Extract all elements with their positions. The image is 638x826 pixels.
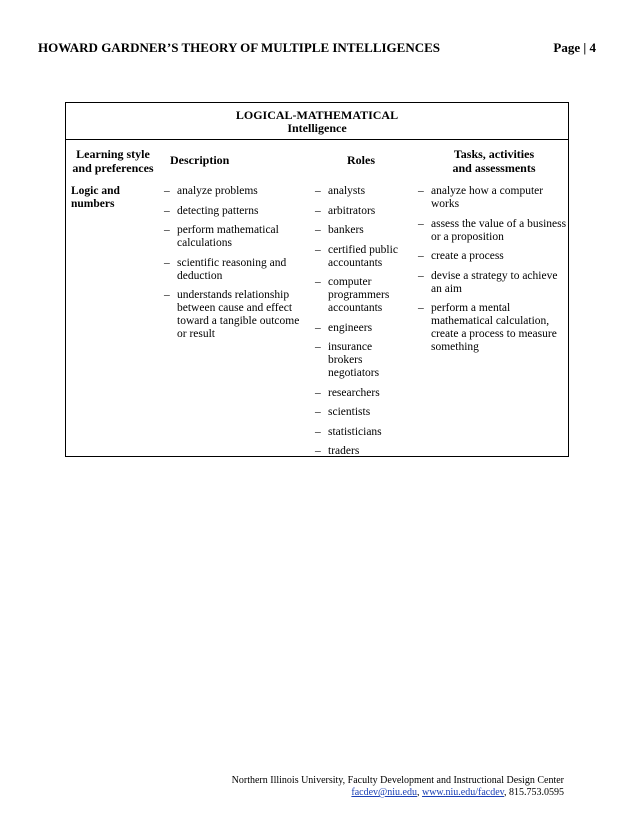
row-label-line1: Logic and	[71, 185, 120, 197]
column-header-learning-line1: Learning style	[76, 147, 150, 161]
footer-institution: Northern Illinois University, Faculty Development and Instructional Design Center	[231, 775, 564, 786]
row-label	[71, 185, 146, 211]
task-item: – create a process	[418, 250, 568, 263]
roles-list	[315, 185, 407, 458]
task-item: – assess the value of a business or a proposition	[418, 218, 568, 244]
table-heading	[66, 109, 568, 135]
description-item: – analyze problems	[164, 185, 306, 198]
description-cell	[164, 185, 306, 348]
column-header-description: Description	[170, 153, 230, 167]
role-item: – engineers	[315, 322, 407, 335]
column-header-tasks	[444, 147, 544, 175]
page-footer	[232, 775, 564, 799]
tasks-list	[418, 185, 568, 354]
footer-phone: , 815.753.0595	[504, 787, 564, 798]
document-title: HOWARD GARDNER’S THEORY OF MULTIPLE INTELLIGENCES	[38, 40, 441, 55]
table-heading-sub: Intelligence	[287, 121, 347, 135]
task-item: – devise a strategy to achieve an aim	[418, 270, 568, 296]
table-heading-main: LOGICAL-MATHEMATICAL	[235, 108, 399, 122]
role-item: – computer programmers accountants	[315, 276, 407, 315]
description-item: – detecting patterns	[164, 205, 306, 218]
description-item: – scientific reasoning and deduction	[164, 257, 306, 283]
task-item: – perform a mental mathematical calculation, create a process to measure something	[418, 302, 568, 354]
task-item: – analyze how a computer works	[418, 185, 568, 211]
description-list	[164, 185, 306, 341]
column-header-tasks-line1: Tasks, activities	[453, 147, 535, 161]
column-header-learning-line2: and preferences	[72, 161, 154, 175]
tasks-cell	[418, 185, 568, 361]
role-item: – certified public accountants	[315, 244, 407, 270]
column-header-learning-style	[68, 147, 158, 175]
page-number: Page | 4	[553, 40, 596, 55]
description-item: – understands relationship between cause and effect toward a tangible outcome or result	[164, 289, 306, 341]
role-item: – insurance brokers negotiators	[315, 341, 407, 380]
roles-cell	[315, 185, 407, 465]
column-header-tasks-line2: and assessments	[452, 161, 536, 175]
role-item: – traders	[315, 445, 407, 458]
intelligence-table	[65, 102, 569, 457]
role-item: – researchers	[315, 387, 407, 400]
footer-separator: ,	[416, 787, 422, 798]
role-item: – arbitrators	[315, 205, 407, 218]
role-item: – analysts	[315, 185, 407, 198]
footer-contact	[232, 787, 564, 799]
column-header-roles: Roles	[347, 153, 375, 167]
role-item: – scientists	[315, 406, 407, 419]
role-item: – bankers	[315, 224, 407, 237]
role-item: – statisticians	[315, 426, 407, 439]
footer-email-link[interactable]: facdev@niu.edu	[351, 787, 417, 798]
row-label-line2: numbers	[71, 198, 115, 210]
description-item: – perform mathematical calculations	[164, 224, 306, 250]
footer-website-link[interactable]: www.niu.edu/facdev	[421, 787, 504, 798]
